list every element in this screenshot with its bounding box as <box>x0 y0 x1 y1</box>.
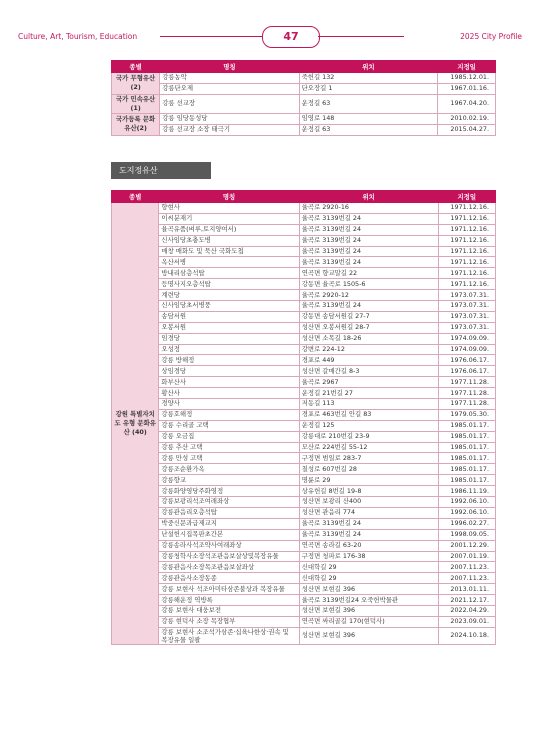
location-cell: 강변로 224-12 <box>299 344 438 355</box>
category-cell: 국가 무형유산(2) <box>112 73 160 95</box>
location-cell: 단오장길 1 <box>299 83 438 94</box>
name-cell: 옥산서병 <box>159 257 299 268</box>
name-cell: 신사임당초서병풍 <box>159 301 299 312</box>
date-cell: 2024.10.18. <box>438 627 495 644</box>
table-row <box>112 497 496 508</box>
table-row <box>112 584 496 595</box>
date-cell: 1971.12.16. <box>438 224 495 235</box>
location-cell: 성산면 보광리 산400 <box>299 497 438 508</box>
name-cell: 강릉송라사석조약사여래좌상 <box>159 540 299 551</box>
table-row <box>112 562 496 573</box>
national-heritage-table <box>111 60 496 136</box>
table-row <box>112 333 496 344</box>
table-row <box>112 311 496 322</box>
name-cell: 강릉 임당동성당 <box>160 113 299 124</box>
name-cell: 방내리삼층석탑 <box>159 268 299 279</box>
table-row <box>112 616 496 627</box>
name-cell: 황산사 <box>159 388 299 399</box>
location-cell: 율곡로 3139번길 24 <box>299 246 438 257</box>
table-row <box>112 486 496 497</box>
category-cell: 국가 민속유산(1) <box>112 94 160 113</box>
date-cell: 2010.02.19. <box>438 113 496 124</box>
name-cell: 강릉 선교장 <box>160 94 299 113</box>
table-row <box>112 573 496 584</box>
name-cell: 화부산사 <box>159 377 299 388</box>
date-cell: 1977.11.28. <box>438 377 495 388</box>
table-row <box>112 475 496 486</box>
table-row <box>112 551 496 562</box>
header-profile: 2025 City Profile <box>460 32 522 41</box>
name-cell: 송담서원 <box>159 311 299 322</box>
date-cell: 1977.11.28. <box>438 388 495 399</box>
table-row <box>112 409 496 420</box>
table-row <box>112 442 496 453</box>
name-cell: 강릉 오금집 <box>159 431 299 442</box>
name-cell: 강릉 보현사 소조석가삼존·십육나한상·권속 및 복장유물 일괄 <box>159 627 299 644</box>
table-row <box>112 627 496 644</box>
date-cell: 1974.09.09. <box>438 344 495 355</box>
location-cell: 율곡로 3139번길 24 <box>299 257 438 268</box>
name-cell: 계련당 <box>159 290 299 301</box>
location-cell: 율곡로 2967 <box>299 377 438 388</box>
col-location: 위치 <box>299 191 438 203</box>
category-cell: 강원 특별자치도 유형 문화유산 (40) <box>112 203 159 645</box>
name-cell: 강릉호해정 <box>159 409 299 420</box>
location-cell: 강릉대로 210번길 23-9 <box>299 431 438 442</box>
table-row <box>112 94 496 113</box>
name-cell: 강릉 보현사 석조아미타삼존불상과 복장유물 <box>159 584 299 595</box>
table-row <box>112 322 496 333</box>
provincial-heritage-table <box>111 190 496 645</box>
date-cell: 1973.07.31. <box>438 322 495 333</box>
table-row <box>112 605 496 616</box>
location-cell: 성산면 보현길 396 <box>299 627 438 644</box>
name-cell: 신사임당초충도병 <box>159 235 299 246</box>
date-cell: 1986.11.19. <box>438 486 495 497</box>
name-cell: 상임경당 <box>159 366 299 377</box>
table-row <box>112 540 496 551</box>
name-cell: 강릉 현덕사 소장 목장협부 <box>159 616 299 627</box>
col-category: 종별 <box>112 61 160 73</box>
table-row <box>112 366 496 377</box>
table-row <box>112 83 496 94</box>
location-cell: 저동길 113 <box>299 399 438 410</box>
table-row <box>112 224 496 235</box>
date-cell: 2023.09.01. <box>438 616 495 627</box>
table-row <box>112 344 496 355</box>
name-cell: 등명사지오층석탑 <box>159 279 299 290</box>
name-cell: 강릉 보현사 대웅보전 <box>159 605 299 616</box>
date-cell: 1973.07.31. <box>438 311 495 322</box>
date-cell: 2007.11.23. <box>438 562 495 573</box>
location-cell: 성산면 오봉서원길 28-7 <box>299 322 438 333</box>
location-cell: 강동면 송담서원길 27-7 <box>299 311 438 322</box>
table-row <box>112 431 496 442</box>
location-cell: 연곡면 싸리골길 170(현덕사) <box>299 616 438 627</box>
name-cell: 박중신문과급제교지 <box>159 518 299 529</box>
location-cell: 율곡로 2920-12 <box>299 290 438 301</box>
location-cell: 율곡로 3139번길 24 <box>299 235 438 246</box>
location-cell: 연곡면 송라길 63-20 <box>299 540 438 551</box>
date-cell: 1971.12.16. <box>438 257 495 268</box>
date-cell: 1971.12.16. <box>438 213 495 224</box>
date-cell: 1971.12.16. <box>438 246 495 257</box>
date-cell: 1971.12.16. <box>438 203 495 214</box>
name-cell: 임경당 <box>159 333 299 344</box>
location-cell: 구정면 범일로 283-7 <box>299 453 438 464</box>
date-cell: 1985.01.17. <box>438 464 495 475</box>
name-cell: 강릉향교 <box>159 475 299 486</box>
header-category: Culture, Art, Tourism, Education <box>18 32 138 41</box>
col-date: 지정일 <box>438 191 495 203</box>
table-row <box>112 246 496 257</box>
name-cell: 매창 매화도 및 묵산 국화도첩 <box>159 246 299 257</box>
location-cell: 경포로 449 <box>299 355 438 366</box>
date-cell: 1967.01.16. <box>438 83 496 94</box>
location-cell: 연곡면 향교말길 22 <box>299 268 438 279</box>
table-row <box>112 279 496 290</box>
name-cell: 오봉서원 <box>159 322 299 333</box>
date-cell: 1985.01.17. <box>438 475 495 486</box>
date-cell: 1996.02.27. <box>438 518 495 529</box>
location-cell: 명륜로 29 <box>299 475 438 486</box>
table-row <box>112 529 496 540</box>
table-row <box>112 355 496 366</box>
page-number: 47 <box>262 26 320 48</box>
date-cell: 2001.12.29. <box>438 540 495 551</box>
date-cell: 1976.06.17. <box>438 366 495 377</box>
date-cell: 1971.12.16. <box>438 268 495 279</box>
location-cell: 운정길 21번길 27 <box>299 388 438 399</box>
name-cell: 향현사 <box>159 203 299 214</box>
location-cell: 강동면 율곡로 1505-6 <box>299 279 438 290</box>
table-row <box>112 453 496 464</box>
location-cell: 운정길 125 <box>299 420 438 431</box>
location-cell: 율곡로 3139번길 24 <box>299 224 438 235</box>
date-cell: 2015.04.27. <box>438 124 496 135</box>
location-cell: 율곡로 3139번길 24 <box>299 518 438 529</box>
table-row <box>112 377 496 388</box>
location-cell: 임영로 148 <box>299 113 438 124</box>
header-rule-right <box>318 36 404 37</box>
date-cell: 2013.01.11. <box>438 584 495 595</box>
table-row <box>112 73 496 84</box>
date-cell: 1985.01.17. <box>438 420 495 431</box>
table-header-row <box>112 191 496 203</box>
location-cell: 율곡로 2920-16 <box>299 203 438 214</box>
date-cell: 1985.01.17. <box>438 442 495 453</box>
location-cell: 죽헌길 132 <box>299 73 438 84</box>
location-cell: 모산로 224번길 55-12 <box>299 442 438 453</box>
location-cell: 성산면 보현길 396 <box>299 605 438 616</box>
date-cell: 1976.06.17. <box>438 355 495 366</box>
date-cell: 1992.06.10. <box>438 507 495 518</box>
name-cell: 경양사 <box>159 399 299 410</box>
name-cell: 강릉조순환가옥 <box>159 464 299 475</box>
location-cell: 율곡로 3139번길 24 <box>299 529 438 540</box>
table-row <box>112 464 496 475</box>
location-cell: 성산면 관음리 774 <box>299 507 438 518</box>
date-cell: 2022.04.29. <box>438 605 495 616</box>
table-row <box>112 235 496 246</box>
table-header-row <box>112 61 496 73</box>
location-cell: 신대학길 29 <box>299 573 438 584</box>
name-cell: 강릉해운정 역방록 <box>159 595 299 606</box>
header-rule-left <box>160 36 262 37</box>
location-cell: 성산면 소목길 18-26 <box>299 333 438 344</box>
col-name: 명칭 <box>160 61 299 73</box>
table-row <box>112 518 496 529</box>
name-cell: 강릉단오제 <box>160 83 299 94</box>
date-cell: 2021.12.17. <box>438 595 495 606</box>
col-category: 종별 <box>112 191 159 203</box>
name-cell: 오성정 <box>159 344 299 355</box>
table-row <box>112 301 496 312</box>
location-cell: 경포로 463번길 안길 83 <box>299 409 438 420</box>
table-row <box>112 257 496 268</box>
date-cell: 2007.01.19. <box>438 551 495 562</box>
table-row <box>112 507 496 518</box>
name-cell: 율곡유품(벼루,토지양여서) <box>159 224 299 235</box>
col-date: 지정일 <box>438 61 496 73</box>
table-row <box>112 213 496 224</box>
col-name: 명칭 <box>159 191 299 203</box>
col-location: 위치 <box>299 61 438 73</box>
name-cell: 강릉관음사소장목조관음보살좌상 <box>159 562 299 573</box>
name-cell: 강릉농악 <box>160 73 299 84</box>
category-cell: 국가등록 문화유산(2) <box>112 113 160 135</box>
date-cell: 1985.12.01. <box>438 73 496 84</box>
location-cell: 성산면 갈매간길 8-3 <box>299 366 438 377</box>
table-row <box>112 399 496 410</box>
table-row <box>112 420 496 431</box>
location-cell: 율곡로 3139번길 24 <box>299 301 438 312</box>
date-cell: 1992.06.10. <box>438 497 495 508</box>
date-cell: 1985.01.17. <box>438 453 495 464</box>
name-cell: 강릉 추산 고택 <box>159 442 299 453</box>
name-cell: 강릉화양영당주화영정 <box>159 486 299 497</box>
section-title: 도지정유산 <box>111 162 211 179</box>
date-cell: 2007.11.23. <box>438 573 495 584</box>
name-cell: 강릉관음리오층석탑 <box>159 507 299 518</box>
date-cell: 1971.12.16. <box>438 235 495 246</box>
date-cell: 1979.05.30. <box>438 409 495 420</box>
table-row <box>112 290 496 301</box>
location-cell: 상유헌길 8번길 19-8 <box>299 486 438 497</box>
name-cell: 강릉보광리석조여래좌상 <box>159 497 299 508</box>
table-row <box>112 595 496 606</box>
name-cell: 강릉 방해정 <box>159 355 299 366</box>
location-cell: 칠성로 607번길 28 <box>299 464 438 475</box>
date-cell: 1967.04.20. <box>438 94 496 113</box>
table-row <box>112 268 496 279</box>
location-cell: 신대학길 29 <box>299 562 438 573</box>
name-cell: 강릉관음사소장동종 <box>159 573 299 584</box>
table-row <box>112 124 496 135</box>
date-cell: 1971.12.16. <box>438 279 495 290</box>
location-cell: 운정길 63 <box>299 124 438 135</box>
location-cell: 구정면 청파로 176-38 <box>299 551 438 562</box>
location-cell: 율곡로 3139번길 24 <box>299 213 438 224</box>
table-row <box>112 113 496 124</box>
date-cell: 1974.09.09. <box>438 333 495 344</box>
name-cell: 강릉 선교장 소장 태극기 <box>160 124 299 135</box>
date-cell: 1973.07.31. <box>438 301 495 312</box>
date-cell: 1985.01.17. <box>438 431 495 442</box>
date-cell: 1977.11.28. <box>438 399 495 410</box>
date-cell: 1998.09.05. <box>438 529 495 540</box>
name-cell: 난설헌시집목판초간본 <box>159 529 299 540</box>
name-cell: 강릉 만성 고택 <box>159 453 299 464</box>
name-cell: 강릉청학사소장석조관음보살상및복장유물 <box>159 551 299 562</box>
table-row <box>112 203 496 214</box>
date-cell: 1973.07.31. <box>438 290 495 301</box>
location-cell: 율곡로 3139번길24 오죽헌박물관 <box>299 595 438 606</box>
location-cell: 성산면 보현길 396 <box>299 584 438 595</box>
name-cell: 강릉 수리골 고택 <box>159 420 299 431</box>
location-cell: 운정길 63 <box>299 94 438 113</box>
name-cell: 이씨분재기 <box>159 213 299 224</box>
table-row <box>112 388 496 399</box>
